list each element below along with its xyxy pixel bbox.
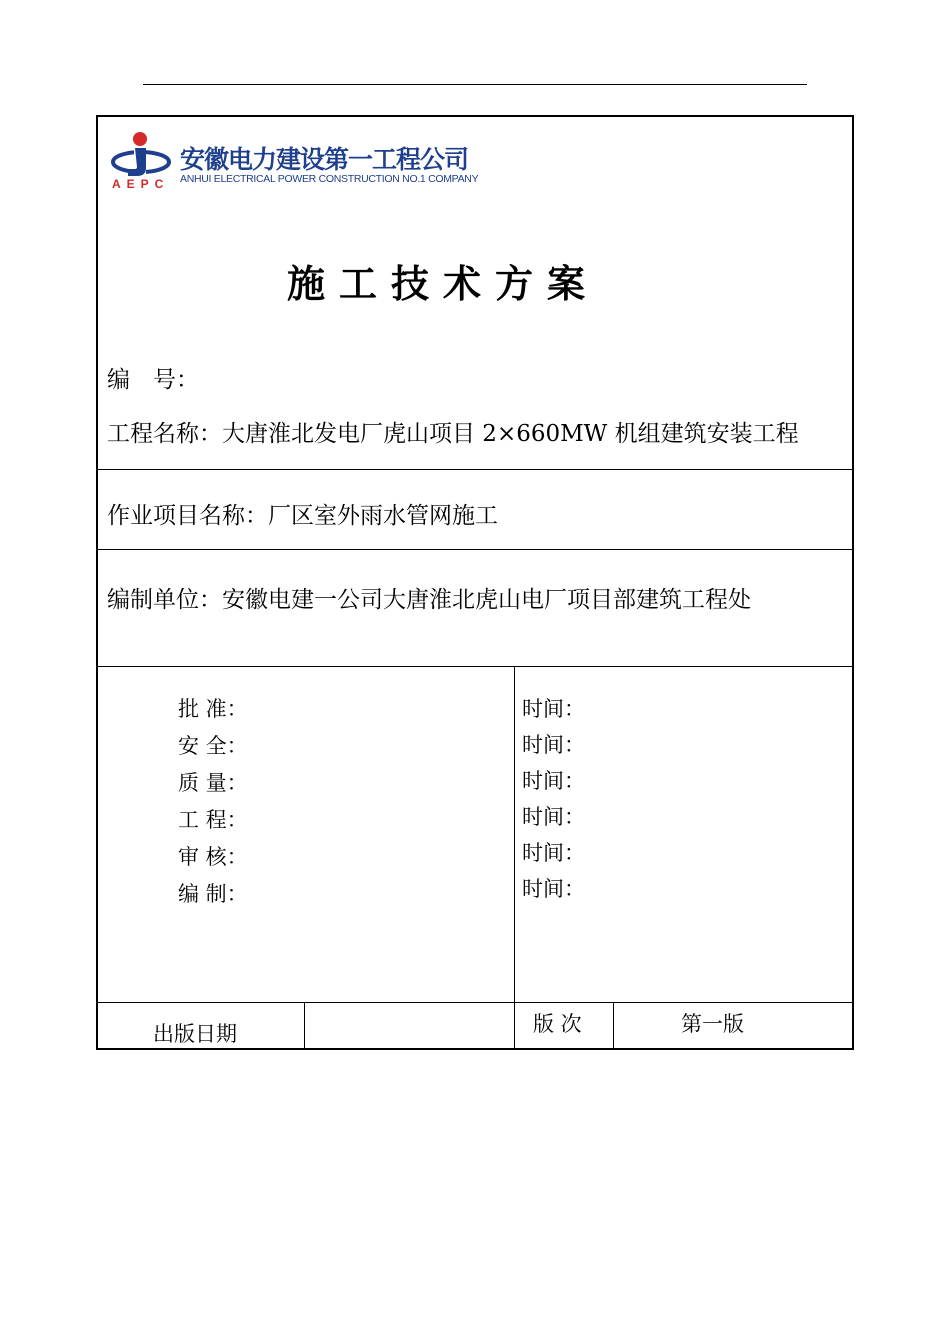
row-divider — [98, 666, 852, 667]
logo-abbreviation: AEPC — [112, 177, 170, 191]
quality-time-label: 时间： — [522, 769, 585, 793]
safety-label: 安 全： — [178, 734, 248, 758]
row-divider — [98, 549, 852, 550]
safety-time-label: 时间： — [522, 733, 585, 757]
logo-company-name-en: ANHUI ELECTRICAL POWER CONSTRUCTION NO.1 COMPANY — [180, 173, 479, 185]
project-name-field: 工程名称：大唐淮北发电厂虎山项目 2×660MW 机组建筑安装工程 — [107, 421, 799, 447]
work-item-field: 作业项目名称：厂区室外雨水管网施工 — [107, 503, 498, 529]
edition-label: 版 次 — [533, 1012, 582, 1036]
compiler-label: 编 制： — [178, 882, 248, 906]
column-divider — [514, 666, 515, 1048]
quality-label: 质 量： — [178, 771, 248, 795]
logo-company-name: 安徽电力建设第一工程公司 — [180, 145, 469, 174]
review-label: 审 核： — [178, 845, 248, 869]
prepared-unit-field: 编制单位：安徽电建一公司大唐淮北虎山电厂项目部建筑工程处 — [107, 587, 751, 613]
approver-time-label: 时间： — [522, 697, 585, 721]
header-rule — [143, 84, 807, 85]
row-divider — [98, 469, 852, 470]
row-divider — [98, 1002, 852, 1003]
compiler-time-label: 时间： — [522, 877, 585, 901]
column-divider — [613, 1002, 614, 1048]
document-title: 施工技术方案 — [286, 262, 599, 306]
engineering-time-label: 时间： — [522, 805, 585, 829]
publish-date-label: 出版日期 — [153, 1022, 237, 1046]
approver-label: 批 准： — [178, 697, 248, 721]
engineering-label: 工 程： — [178, 808, 248, 832]
edition-value: 第一版 — [681, 1012, 744, 1036]
cover-form — [96, 115, 854, 1050]
column-divider — [304, 1002, 305, 1048]
review-time-label: 时间： — [522, 841, 585, 865]
document-number-label: 编 号： — [107, 367, 199, 393]
